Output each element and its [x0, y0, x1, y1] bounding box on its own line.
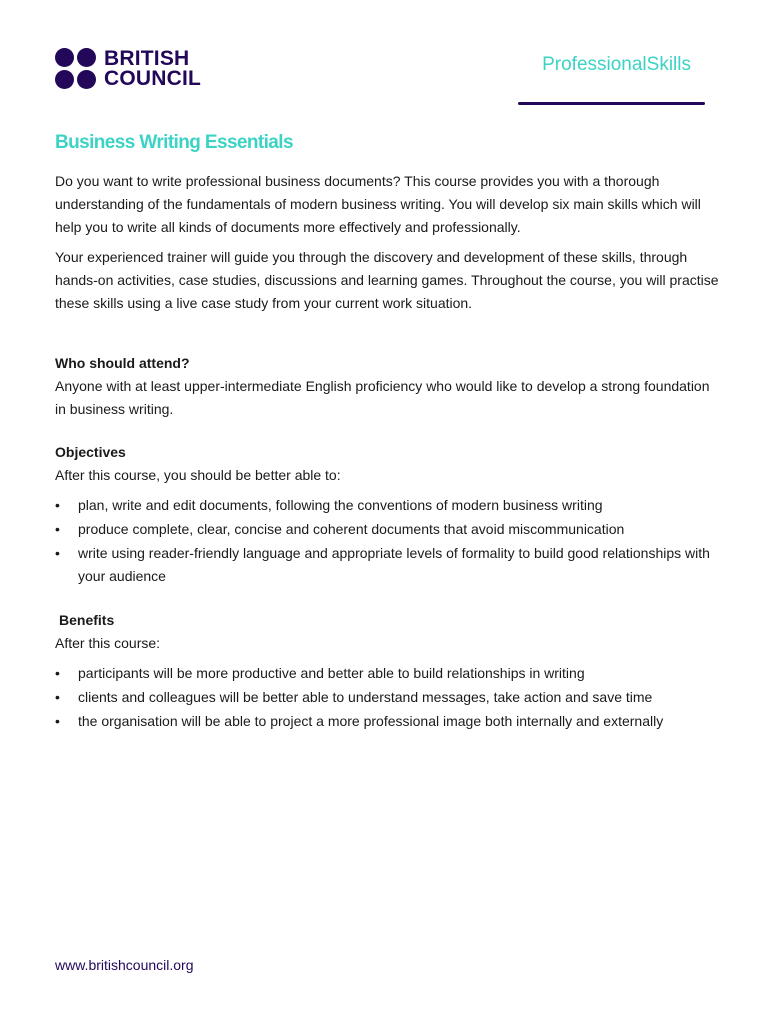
bullet-icon: • [55, 545, 60, 561]
objectives-section [55, 441, 720, 588]
objectives-heading: Objectives [55, 444, 126, 460]
list-item: • clients and colleagues will be better able to understand messages, take action and save time [55, 686, 720, 709]
list-item: • produce complete, clear, concise and coherent documents that avoid miscommunication [55, 518, 720, 541]
bullet-icon: • [55, 713, 60, 729]
benefits-lead: After this course: [55, 635, 161, 651]
benefits-heading: Benefits [59, 612, 115, 628]
intro-paragraph-1: Do you want to write professional business documents? This course provides you with a thorough understanding of the fundamentals of modern business writing. You will develop six main skills which will help you to write all kinds of documents more effectively and professionally. [55, 173, 701, 235]
logo-line1: BRITISH [104, 46, 190, 70]
header-rule [518, 102, 705, 105]
list-item: • plan, write and edit documents, following the conventions of modern business writing [55, 494, 720, 517]
who-heading: Who should attend? [55, 355, 190, 371]
bullet-icon: • [55, 521, 60, 537]
document-body [55, 130, 720, 734]
logo-wordmark [104, 46, 202, 90]
intro-paragraph-2: Your experienced trainer will guide you through the discovery and development of these skills, through hands-on activities, case studies, discussions and learning games. Throughout the course, you will practise these skills using a live case study from your current work situation. [55, 249, 719, 311]
logo-dots-icon [55, 48, 96, 89]
logo-line2: COUNCIL [104, 66, 202, 90]
who-text: Anyone with at least upper-intermediate English proficiency who would like to develop a strong foundation in business writing. [55, 378, 710, 417]
footer-website-link[interactable]: www.britishcouncil.org [55, 957, 194, 973]
list-item: • participants will be more productive and better able to build relationships in writing [55, 662, 720, 685]
who-section [55, 352, 720, 421]
objectives-lead: After this course, you should be better able to: [55, 467, 341, 483]
british-council-logo [55, 48, 201, 89]
list-item: • write using reader-friendly language and appropriate levels of formality to build good relationships with your audience [55, 542, 720, 588]
bullet-icon: • [55, 665, 60, 681]
benefits-section [55, 609, 720, 733]
bullet-icon: • [55, 689, 60, 705]
document-title: Business Writing Essentials [55, 132, 293, 153]
professional-skills-tagline: ProfessionalSkills [542, 54, 691, 75]
objectives-list [55, 494, 720, 588]
bullet-icon: • [55, 497, 60, 513]
benefits-list [55, 662, 720, 733]
list-item: • the organisation will be able to project a more professional image both internally and externally [55, 710, 720, 733]
